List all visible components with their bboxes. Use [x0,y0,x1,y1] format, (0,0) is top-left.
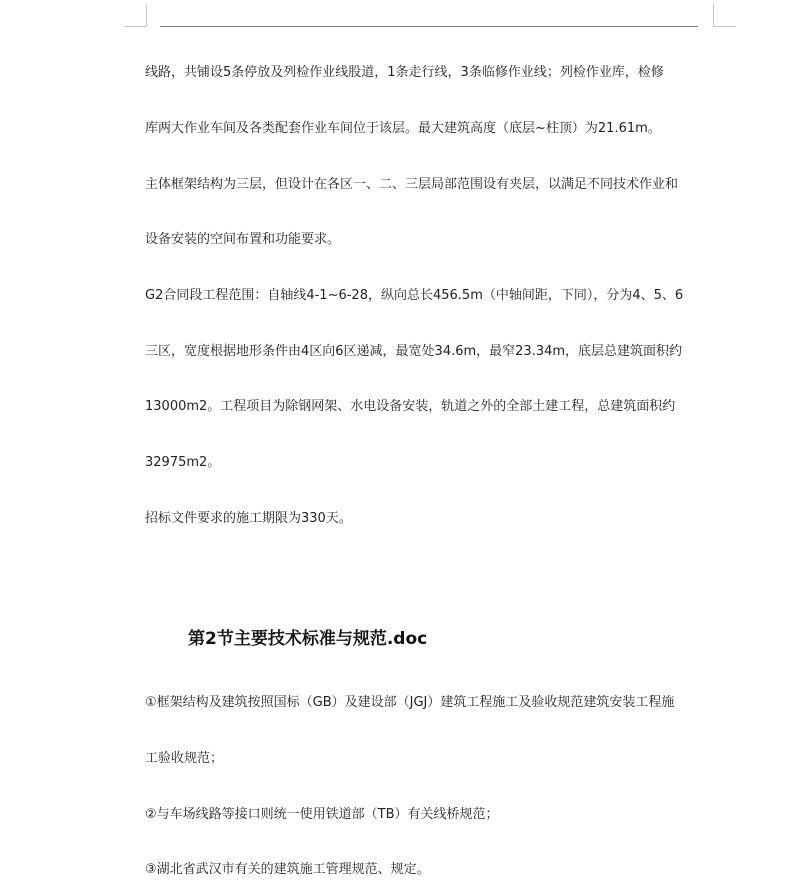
body-line: 设备安装的空间布置和功能要求。 [145,232,341,247]
header-rule [160,26,698,27]
body-line: 32975m2。 [145,455,221,470]
body-line: 13000m2。工程项目为除钢网架、水电设备安装，轨道之外的全部土建工程，总建筑面积约 [145,399,676,414]
standards-line: ③湖北省武汉市有关的建筑施工管理规范、规定。 [145,862,430,877]
body-line: 招标文件要求的施工期限为330天。 [145,511,352,526]
page-corner-mark-top-right [713,4,736,27]
page-corner-mark-top-left [124,4,147,27]
body-line: 库两大作业车间及各类配套作业车间位于该层。最大建筑高度（底层~柱顶）为21.61m。 [145,121,661,136]
standards-line: ②与车场线路等接口则统一使用铁道部（TB）有关线桥规范； [145,807,499,822]
body-line: 主体框架结构为三层，但设计在各区一、二、三层局部范围设有夹层，以满足不同技术作业和 [145,177,679,192]
section-heading: 第2节主要技术标准与规范.doc [188,629,428,649]
standards-line: ①框架结构及建筑按照国标（GB）及建设部（JGJ）建筑工程施工及验收规范建筑安装工程施 [145,695,675,710]
body-line: 线路，共铺设5条停放及列检作业线股道，1条走行线，3条临修作业线；列检作业库，检修 [145,65,664,80]
body-line: G2合同段工程范围：自轴线4-1~6-28，纵向总长456.5m（中轴间距，下同），分为4、5、6 [145,288,684,303]
standards-line: 工验收规范； [145,751,224,766]
body-line: 三区，宽度根据地形条件由4区向6区递减，最宽处34.6m，最窄23.34m，底层总建筑面积约 [145,344,683,359]
